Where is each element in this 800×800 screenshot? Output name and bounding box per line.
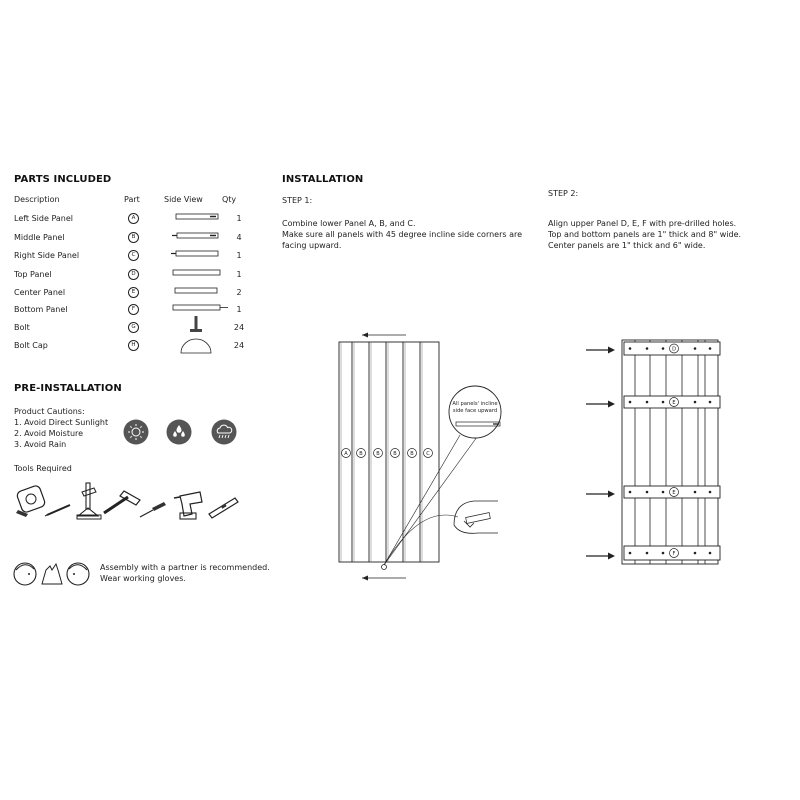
part-description: Left Side Panel [14, 214, 74, 223]
parts-row [14, 341, 250, 355]
part-qty: 1 [236, 270, 242, 279]
caution-item: 1. Avoid Direct Sunlight [14, 418, 109, 427]
panel-letter-a [342, 449, 351, 458]
panel-letter-text: C [426, 451, 430, 457]
panel-letter-c [424, 449, 433, 458]
moisture-icon [166, 419, 192, 445]
panel-letter-text: A [344, 451, 348, 457]
part-description: Right Side Panel [14, 251, 80, 260]
level-icon [206, 493, 240, 519]
installation-title: INSTALLATION [282, 174, 364, 185]
rail-letter-text: E [672, 400, 676, 406]
part-description: Bolt Cap [14, 341, 48, 350]
caution-item: 3. Avoid Rain [14, 440, 67, 449]
step1-label: STEP 1: [282, 196, 313, 205]
partner-note: Assembly with a partner is recommended. [100, 563, 270, 572]
panel-letter-text: B [410, 451, 414, 457]
panel-letter-b [374, 449, 383, 458]
parts-title: PARTS INCLUDED [14, 174, 112, 185]
caution-item: 2. Avoid Moisture [14, 429, 84, 438]
part-description: Bottom Panel [14, 305, 68, 314]
middle-panel-side-view [170, 227, 222, 245]
left-side-panel-side-view [170, 208, 222, 226]
rail-letter-e [670, 488, 679, 497]
right-side-panel-side-view [170, 245, 222, 263]
part-description: Top Panel [14, 270, 52, 279]
part-qty: 1 [236, 214, 242, 223]
screwdriver-icon [138, 500, 168, 520]
part-description: Center Panel [14, 288, 66, 297]
step1-text: Combine lower Panel A, B, and C. [282, 219, 416, 228]
part-qty: 1 [236, 251, 242, 260]
step2-text: Center panels are 1" thick and 6" wide. [548, 241, 706, 250]
header-side-view: Side View [164, 195, 203, 204]
step2-text: Align upper Panel D, E, F with pre-drilled holes. [548, 219, 737, 228]
callout-text: All panels' incline [452, 401, 498, 407]
pre-installation-title: PRE-INSTALLATION [14, 383, 122, 394]
part-letter-badge: A [128, 213, 139, 224]
part-letter-badge: G [128, 322, 139, 333]
panel-letter-text: B [359, 451, 363, 457]
panel-letter-b [408, 449, 417, 458]
bolt-cap-icon [170, 333, 222, 357]
part-qty: 24 [233, 323, 245, 332]
panel-letter-text: B [376, 451, 380, 457]
drill-icon [172, 488, 206, 522]
cautions-title: Product Cautions: [14, 407, 85, 416]
part-qty: 2 [236, 288, 242, 297]
part-qty: 24 [233, 341, 245, 350]
top-panel-side-view [170, 264, 222, 282]
partner-gloves-icon [12, 560, 92, 588]
center-panel-side-view [170, 282, 222, 300]
rail-letter-e [670, 398, 679, 407]
part-letter-badge: D [128, 269, 139, 280]
rail-letter-text: D [672, 346, 676, 353]
rail-letter-d [670, 344, 679, 353]
rail-letter-text: F [672, 551, 676, 557]
part-qty: 4 [236, 233, 242, 242]
header-description: Description [14, 195, 60, 204]
step1-diagram [330, 325, 550, 585]
step1-text: Make sure all panels with 45 degree incline side corners are [282, 230, 523, 239]
header-part: Part [124, 195, 140, 204]
part-description: Bolt [14, 323, 30, 332]
rain-cloud-icon [211, 419, 237, 445]
panel-letter-text: B [393, 451, 397, 457]
part-letter-badge: B [128, 232, 139, 243]
part-qty: 1 [236, 305, 242, 314]
panel-letter-b [357, 449, 366, 458]
step2-diagram [584, 332, 734, 572]
parts-row [14, 214, 250, 228]
part-description: Middle Panel [14, 233, 65, 242]
step1-text: facing upward. [282, 241, 342, 250]
part-letter-badge: E [128, 287, 139, 298]
header-qty: Qty [222, 195, 237, 204]
rail-letter-text: E [672, 490, 676, 496]
part-letter-badge: H [128, 340, 139, 351]
pencil-icon [44, 501, 74, 519]
parts-row [14, 251, 250, 265]
tools-title: Tools Required [14, 464, 72, 473]
sun-icon [123, 419, 149, 445]
panel-letter-b [391, 449, 400, 458]
rail-letter-f [670, 549, 679, 558]
step2-label: STEP 2: [548, 189, 579, 198]
callout-text: side face upward [452, 408, 498, 414]
gloves-note: Wear working gloves. [100, 574, 186, 583]
part-letter-badge: C [128, 250, 139, 261]
step2-text: Top and bottom panels are 1" thick and 8" wide. [548, 230, 742, 239]
part-letter-badge: F [128, 304, 139, 315]
tape-measure-icon [14, 484, 48, 518]
